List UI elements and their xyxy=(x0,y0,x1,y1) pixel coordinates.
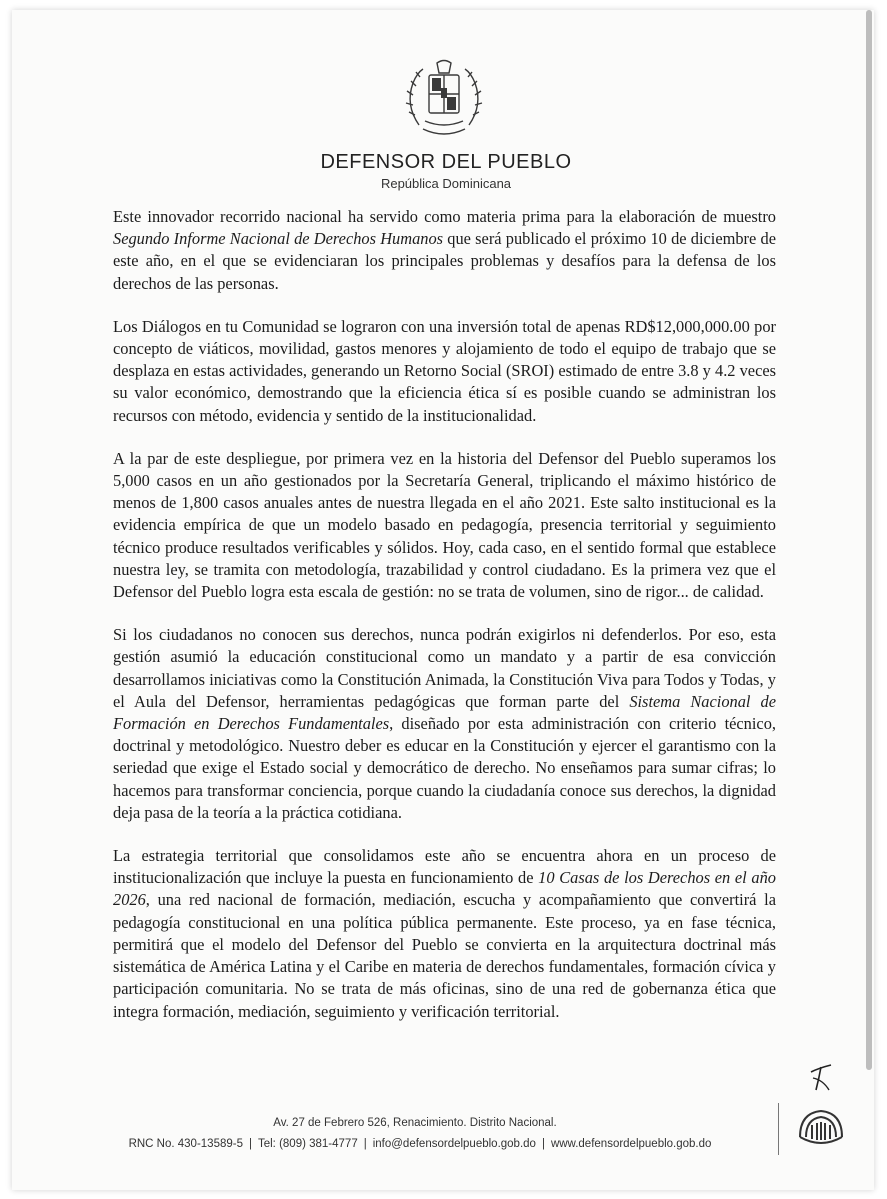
paragraph-1 xyxy=(113,206,776,295)
institution-logo-icon xyxy=(792,1103,850,1153)
paragraph-5-text-c: , una red nacional de formación, mediación, escucha y acompañamiento que convertirá la pedagogía constitucional en una política pública permanente. Este proceso, ya en fase técnica, permitirá que el modelo del Defensor del Pueblo se convierta en la arquitectura doctrinal más sistemática de América Latina y el Caribe en materia de derechos fundamentales, formación cívica y participación comunitaria. No se trata de más oficinas, sino de una red de gobernanza ética que integra formación, mediación, seguimiento y verificación territorial. xyxy=(113,890,776,1021)
signature-mark-icon xyxy=(805,1062,839,1094)
organization-name: DEFENSOR DEL PUEBLO xyxy=(320,151,572,173)
coat-of-arms-icon xyxy=(399,55,489,143)
report-title: Segundo Informe Nacional de Derechos Humanos xyxy=(113,229,444,249)
footer-address: Av. 27 de Febrero 526, Renacimiento. Distrito Nacional. xyxy=(273,1117,557,1129)
paragraph-3: A la par de este despliegue, por primera vez en la historia del Defensor del Pueblo superamos los 5,000 casos en un año gestionados por la Secretaría General, triplicando el máximo histórico de menos de 1,800 casos anuales antes de nuestra llegada en el año 2021. Este salto institucional es la evidencia empírica de que un modelo basado en pedagogía, presencia territorial y seguimiento técnico produce resultados verificables y sólidos. Hoy, cada caso, en el sentido formal que establece nuestra ley, se tramita con metodología, trazabilidad y control ciudadano. Es la primera vez que el Defensor del Pueblo logra esta escala de gestión: no se trata de volumen, sino de rigor... de calidad. xyxy=(113,448,776,602)
letter-body xyxy=(113,206,776,1044)
organization-country: República Dominicana xyxy=(380,176,512,191)
footer-separator: | xyxy=(363,1138,367,1150)
paragraph-1-text-a: Este innovador recorrido nacional ha servido como materia prima para la elaboración de muestro xyxy=(113,207,776,226)
system-name: Sistema Nacional de Formación en Derechos Fundamentales xyxy=(113,691,776,734)
paragraph-4 xyxy=(113,624,776,824)
footer-divider xyxy=(778,1103,779,1155)
footer-separator: | xyxy=(541,1138,545,1150)
footer-website: www.defensordelpueblo.gob.do xyxy=(550,1138,712,1150)
footer-rnc: RNC No. 430-13589-5 xyxy=(128,1138,243,1150)
paragraph-1-text-c: que será publicado el próximo 10 de diciembre de este año, en el que se evidenciaran los principales problemas y desafíos para la defensa de los derechos de las personas. xyxy=(113,229,776,293)
footer-tel: Tel: (809) 381-4777 xyxy=(257,1138,358,1150)
paragraph-5-text-a: La estrategia territorial que consolidamos este año se encuentra ahora en un proceso de institucionalización que incluye la puesta en funcionamiento de xyxy=(113,846,776,888)
paragraph-4-text-a: Si los ciudadanos no conocen sus derechos, nunca podrán exigirlos ni defenderlos. Por eso, esta gestión asumió la educación constitucional como un mandato y a partir de esa convicción desarrollamos iniciativas como la Constitución Animada, la Constitución Viva para Todos y Todas, y el Aula del Defensor, herramientas pedagógicas que forman parte del xyxy=(113,625,776,711)
letterhead xyxy=(0,55,887,191)
paragraph-2: Los Diálogos en tu Comunidad se lograron con una inversión total de apenas RD$12,000,000.00 por concepto de viáticos, movilidad, gastos menores y alojamiento de todo el equipo de trabajo que se desplaza en estas actividades, generando un Retorno Social (SROI) estimado de entre 3.8 y 4.2 veces su valor económico, demostrando que la eficiencia ética sí es posible cuando se administran los recursos con método, evidencia y sentido de la institucionalidad. xyxy=(113,316,776,425)
paragraph-5 xyxy=(113,845,776,1023)
footer-email: info@defensordelpueblo.gob.do xyxy=(372,1138,536,1150)
paragraph-4-text-c: , diseñado por esta administración con criterio técnico, doctrinal y metodológico. Nuestro deber es educar en la Constitución y ejercer el garantismo con la seriedad que exige el Estado social y democrático de derecho. No enseñamos para sumar cifras; lo hacemos para transformar conciencia, porque cuando la ciudadanía conoce sus derechos, la dignidad deja pasa de la teoría a la práctica cotidiana. xyxy=(113,714,776,822)
houses-plan: 10 Casas de los Derechos en el año 2026 xyxy=(113,868,776,910)
footer-separator: | xyxy=(248,1138,252,1150)
footer-contact xyxy=(60,1138,780,1150)
